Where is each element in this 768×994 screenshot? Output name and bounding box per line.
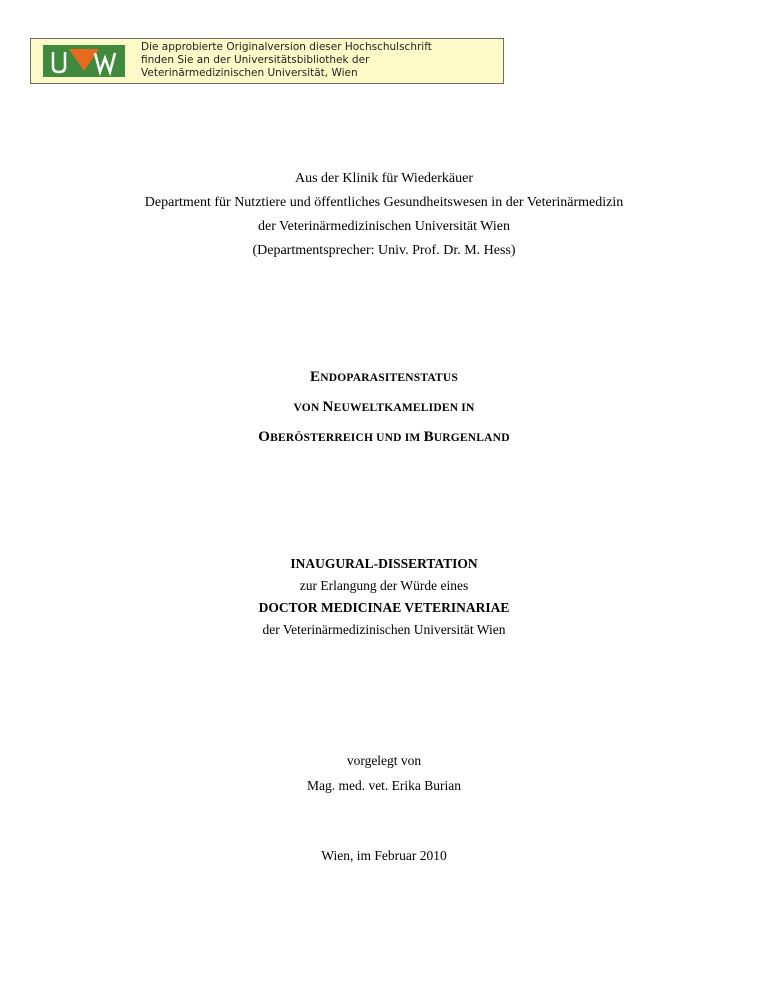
vetmeduni-logo-icon <box>43 45 125 77</box>
title-initial: N <box>322 399 334 415</box>
department-spokesperson: (Departmentsprecher: Univ. Prof. Dr. M. Hess) <box>252 243 516 258</box>
title-line-3 <box>0 423 768 453</box>
thesis-title <box>0 363 768 453</box>
library-notice-banner <box>30 38 504 84</box>
dissertation-purpose: zur Erlangung der Würde eines <box>299 578 469 593</box>
author-name: Mag. med. vet. Erika Burian <box>306 778 462 793</box>
title-smallcaps: EUWELTKAMELIDEN IN <box>333 402 475 414</box>
title-smallcaps: BERÖSTERREICH UND IM <box>270 432 424 444</box>
library-notice-text <box>141 41 432 80</box>
institution-header <box>0 167 768 263</box>
title-smallcaps: NDOPARASITENSTATUS <box>320 372 458 384</box>
degree-title: DOCTOR MEDICINAE VETERINARIAE <box>258 600 510 615</box>
notice-line: Veterinärmedizinischen Universität, Wien <box>141 67 358 79</box>
notice-line: finden Sie an der Universitätsbibliothek der <box>141 54 370 66</box>
notice-line: Die approbierte Originalversion dieser Hochschulschrift <box>141 41 432 53</box>
title-initial: O <box>258 429 271 445</box>
degree-university: der Veterinärmedizinischen Universität Wien <box>262 622 506 637</box>
title-line-2 <box>0 393 768 423</box>
title-initial: E <box>309 369 321 385</box>
title-line-1 <box>0 363 768 393</box>
dissertation-type: INAUGURAL-DISSERTATION <box>290 556 478 571</box>
presented-by-label: vorgelegt von <box>346 753 422 768</box>
clinic-name: Aus der Klinik für Wiederkäuer <box>294 171 473 186</box>
place-and-date <box>0 846 768 866</box>
place-date-text: Wien, im Februar 2010 <box>321 848 447 863</box>
title-smallcaps: URGENLAND <box>433 432 510 444</box>
university-name: der Veterinärmedizinischen Universität Wien <box>258 219 510 234</box>
department-name: Department für Nutztiere und öffentliches Gesundheitswesen in der Veterinärmedizin <box>144 195 624 210</box>
title-smallcaps: VON <box>293 402 323 414</box>
title-initial: B <box>423 429 434 445</box>
author-info <box>0 748 768 798</box>
dissertation-info <box>0 553 768 641</box>
